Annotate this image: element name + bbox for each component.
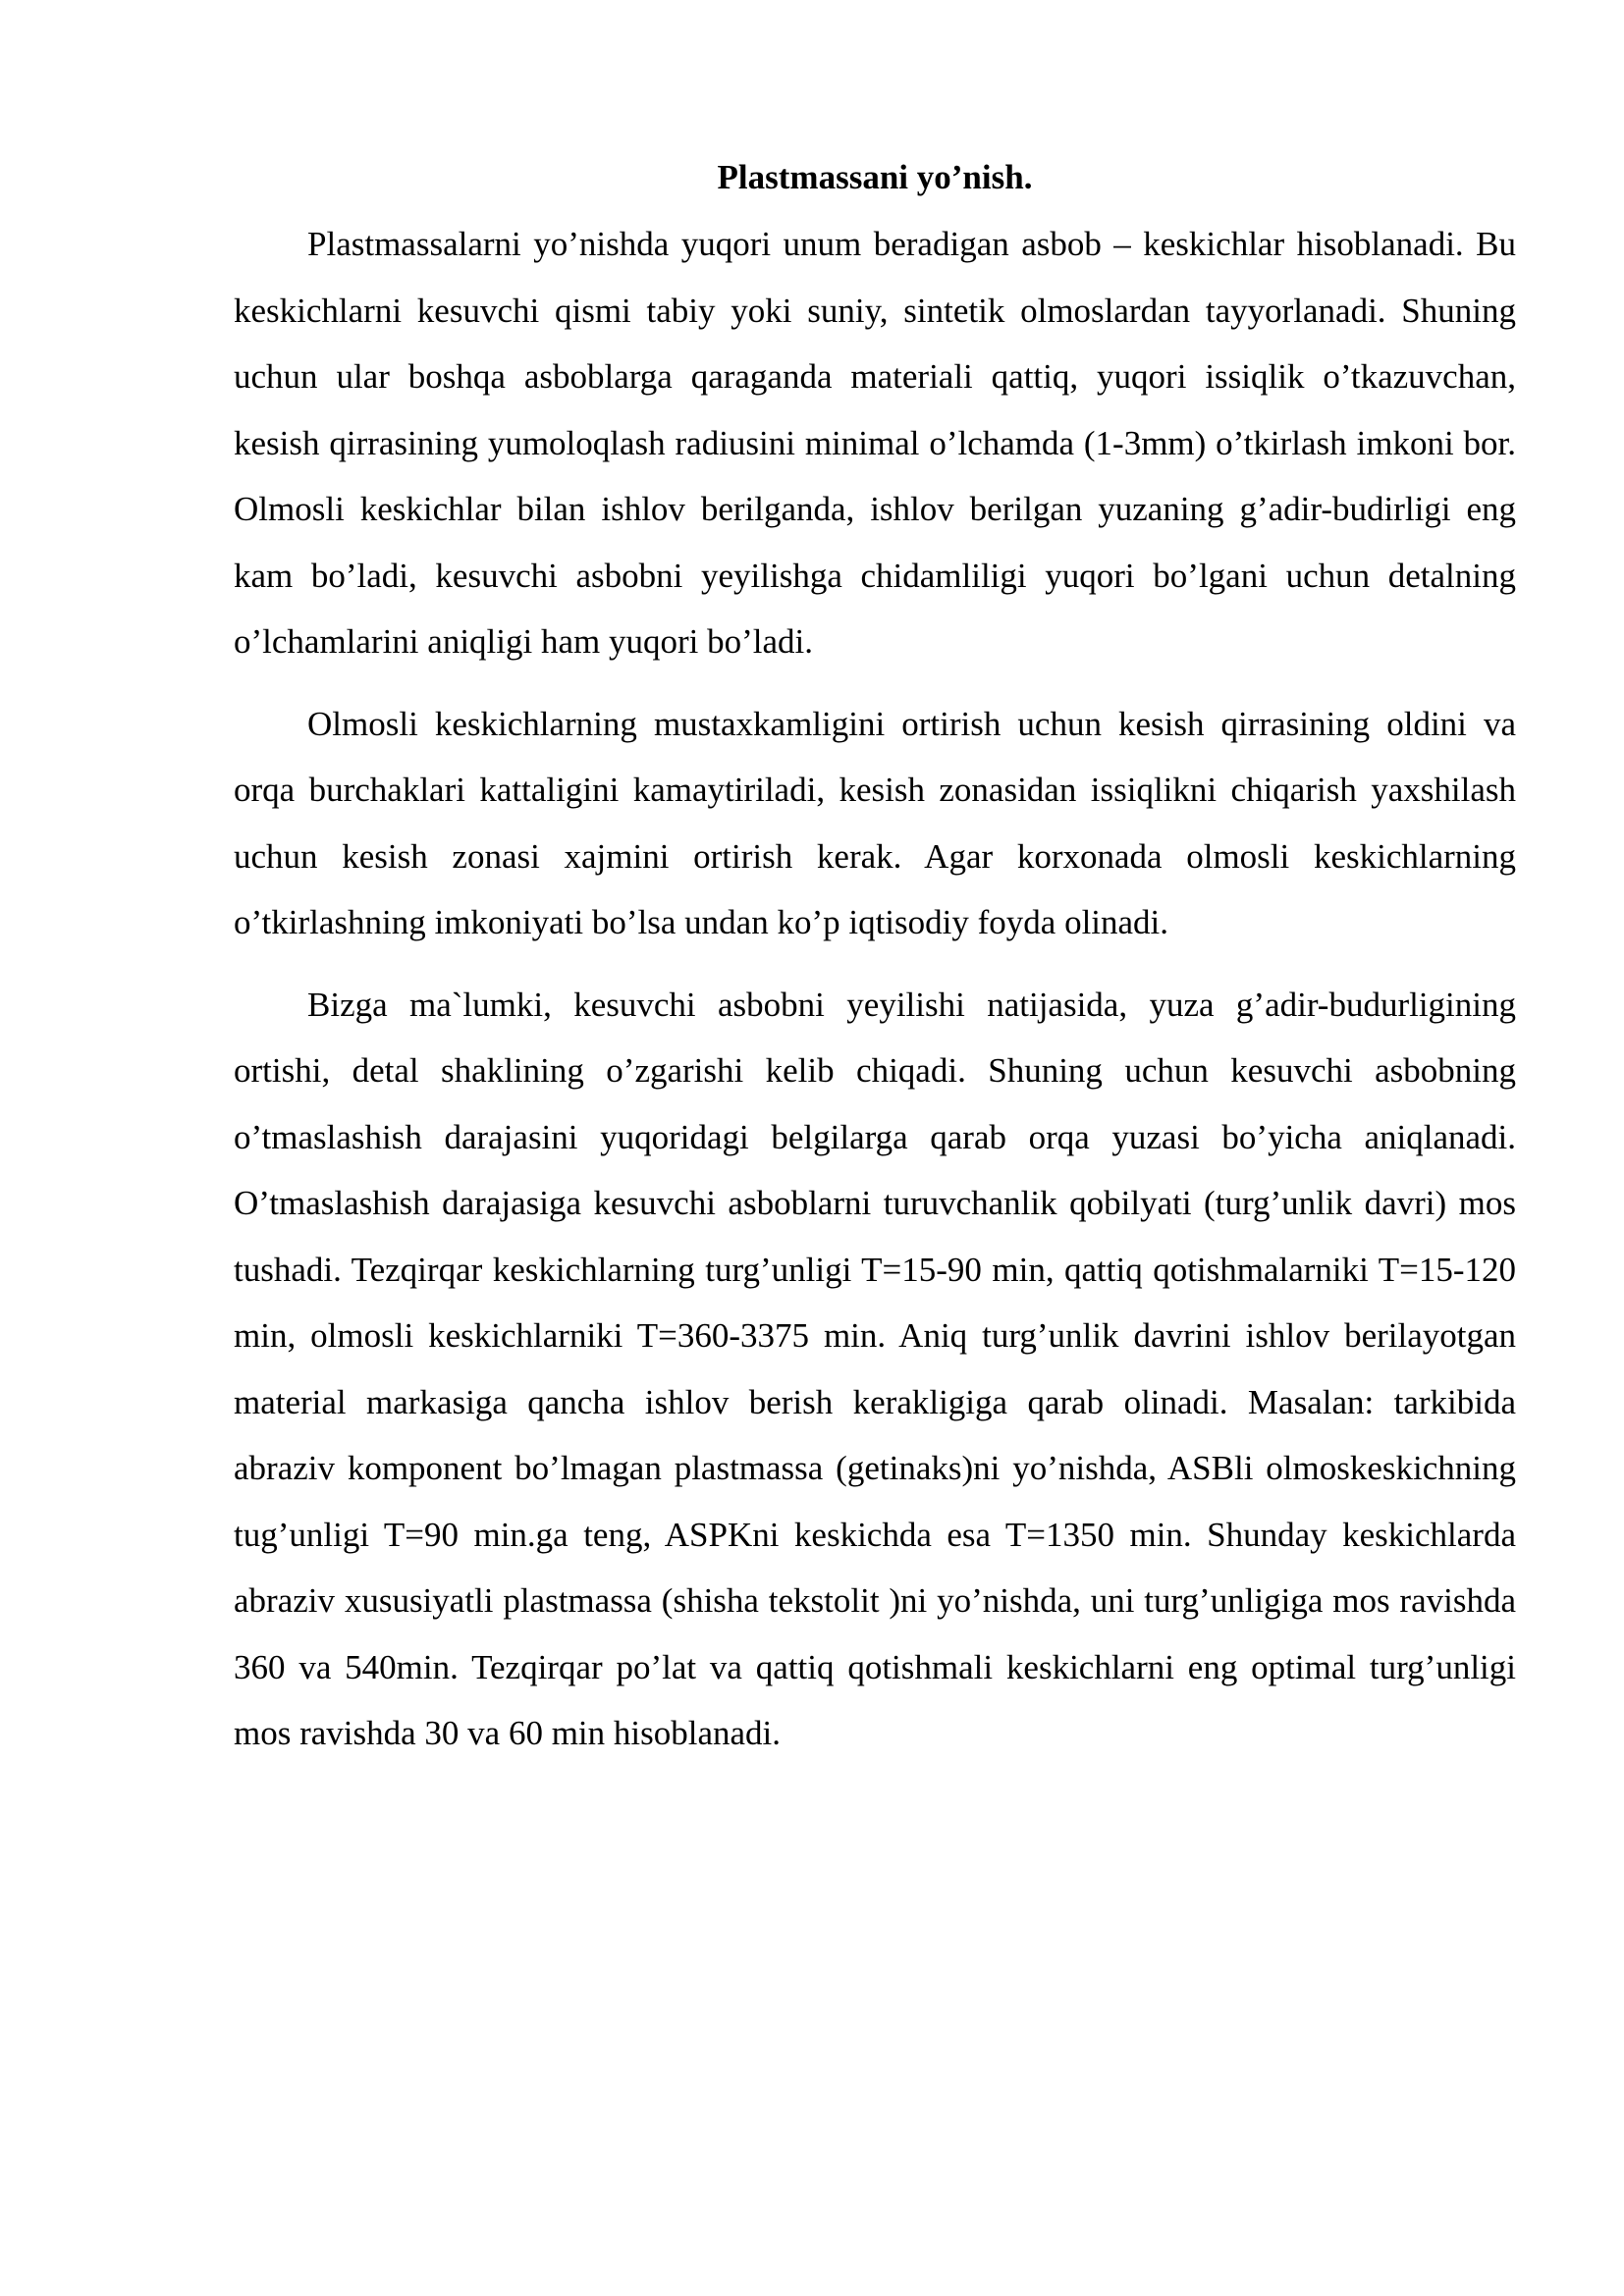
document-title: Plastmassani yo’nish. — [717, 158, 1033, 196]
document-body — [234, 152, 1516, 1783]
paragraph-3: Bizga ma`lumki, kesuvchi asbobni yeyilishi natijasida, yuza g’adir-budurligining ortishi, detal shaklining o’zgarishi kelib chiqadi. Shuning uchun kesuvchi asbobning o’tmaslashish darajasini yuqoridagi belgilarga qarab orqa yuzasi bo’yicha aniqlanadi. O’tmaslashish darajasiga kesuvchi asboblarni turuvchanlik qobilyati (turg’unlik davri) mos tushadi. Tezqirqar keskichlarning turg’unligi T=15-90 min, qattiq qotishmalarniki T=15-120 min, olmosli keskichlarniki T=360-3375 min. Aniq turg’unlik davrini ishlov berilayotgan material markasiga qancha ishlov berish kerakligiga qarab olinadi. Masalan: tarkibida abraziv komponent bo’lmagan plastmassa (getinaks)ni yo’nishda, ASBli olmoskeskichning tug’unligi T=90 min.ga teng, ASPKni keskichda esa T=1350 min. Shunday keskichlarda abraziv xususiyatli plastmassa (shisha tekstolit )ni yo’nishda, uni turg’unligiga mos ravishda 360 va 540min. Tezqirqar po’lat va qattiq qotishmali keskichlarni eng optimal turg’unligi mos ravishda 30 va 60 min hisoblanadi. — [234, 985, 1516, 1752]
paragraph-2: Olmosli keskichlarning mustaxkamligini ortirish uchun kesish qirrasining oldini va orqa burchaklari kattaligini kamaytiriladi, kesish zonasidan issiqlikni chiqarish yaxshilash uchun kesish zonasi xajmini ortirish kerak. Agar korxonada olmosli keskichlarning o’tkirlashning imkoniyati bo’lsa undan ko’p iqtisodiy foyda olinadi. — [234, 704, 1516, 941]
paragraph-1: Plastmassalarni yo’nishda yuqori unum beradigan asbob – keskichlar hisoblanadi. Bu keskichlarni kesuvchi qismi tabiy yoki suniy, sintetik olmoslardan tayyorlanadi. Shuning uchun ular boshqa asboblarga qaraganda materiali qattiq, yuqori issiqlik o’tkazuvchan, kesish qirrasining yumoloqlash radiusini minimal o’lchamda (1-3mm) o’tkirlash imkoni bor. Olmosli keskichlar bilan ishlov berilganda, ishlov berilgan yuzaning g’adir-budirligi eng kam bo’ladi, kesuvchi asbobni yeyilishga chidamliligi yuqori bo’lgani uchun detalning o’lchamlarini aniqligi ham yuqori bo’ladi. — [234, 225, 1516, 661]
